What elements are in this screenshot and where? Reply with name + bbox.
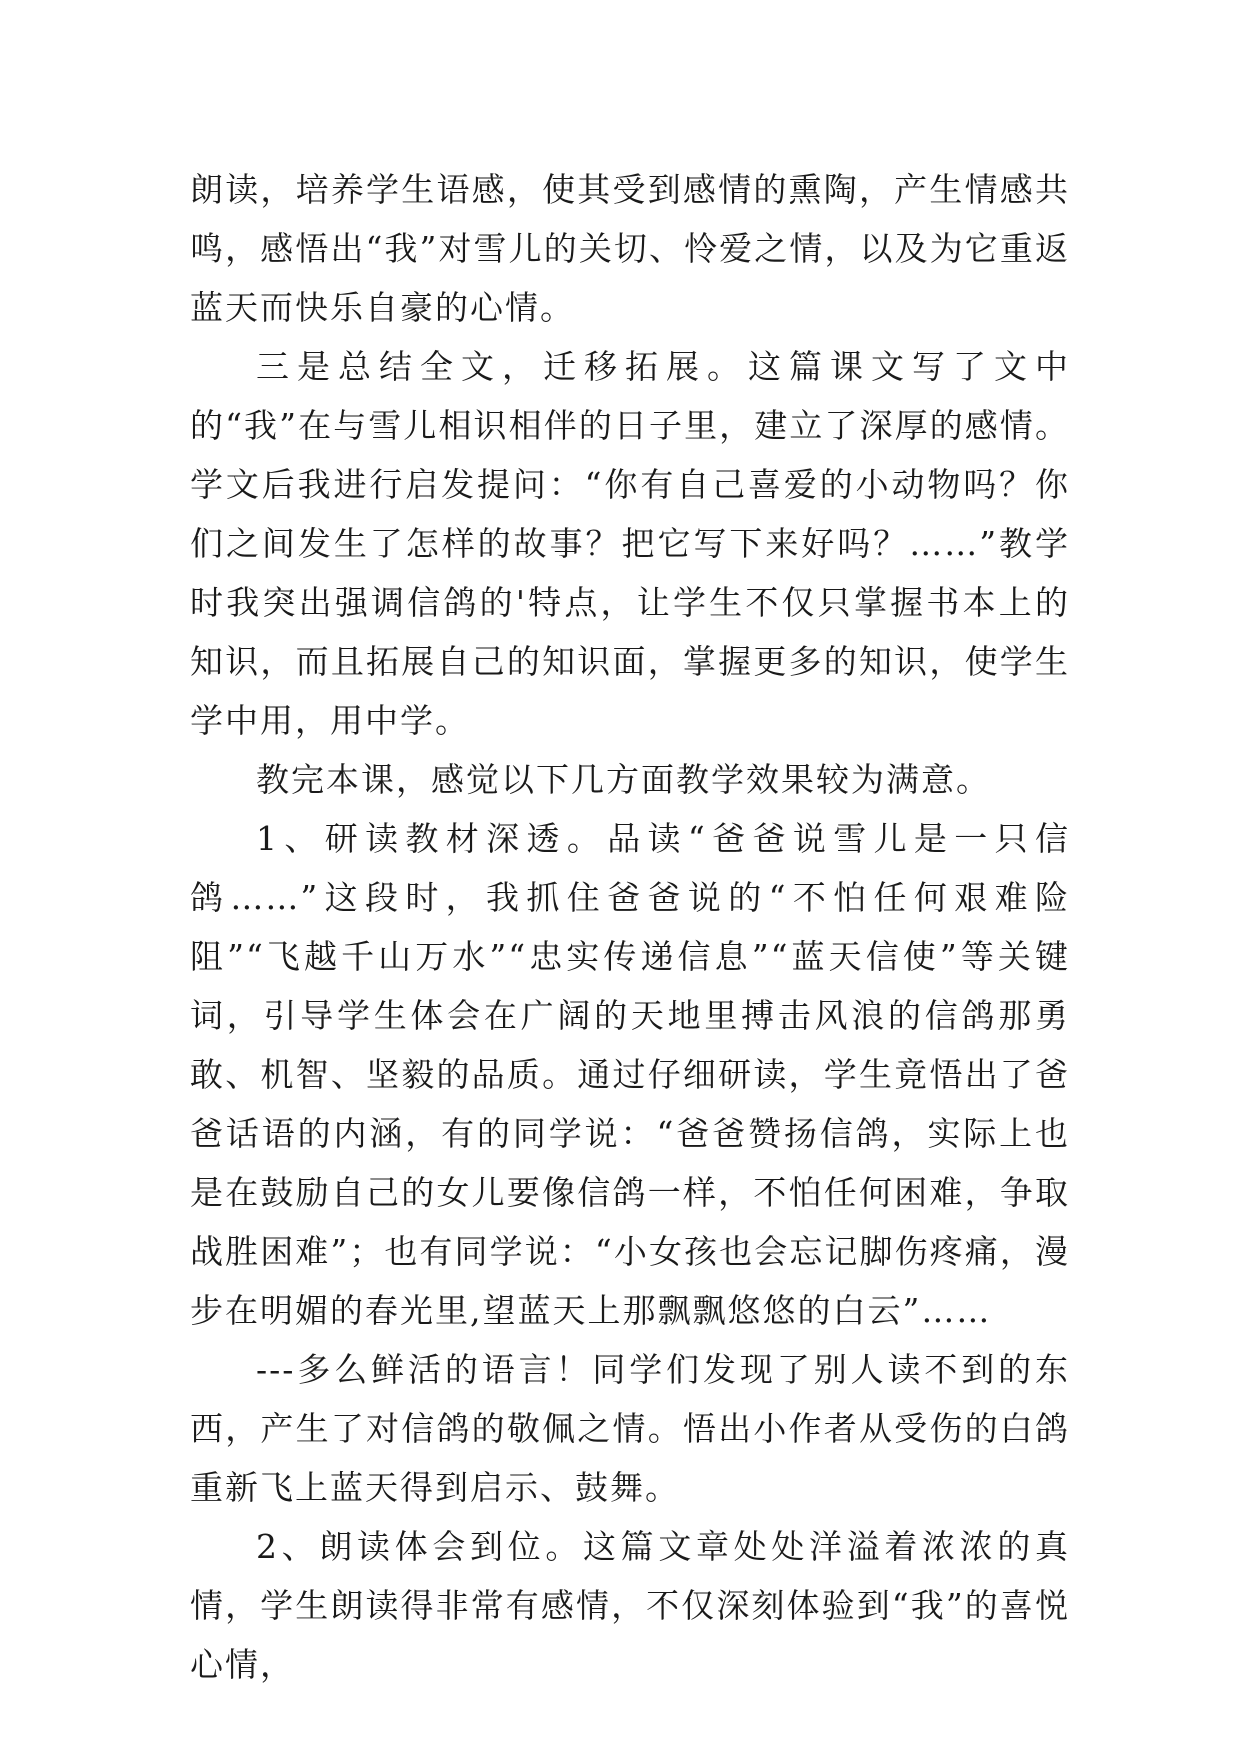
paragraph-1: 朗读，培养学生语感，使其受到感情的熏陶，产生情感共鸣，感悟出“我”对雪儿的关切、怜爱之情，以及为它重返蓝天而快乐自豪的心情。 [190, 170, 1070, 327]
document-body [190, 160, 1070, 1694]
paragraph-3: 教完本课，感觉以下几方面教学效果较为满意。 [256, 760, 991, 799]
paragraph-4: 1、研读教材深透。品读“爸爸说雪儿是一只信鸽……”这段时，我抓住爸爸说的“不怕任何艰难险阻”“飞越千山万水”“忠实传递信息”“蓝天信使”等关键词，引导学生体会在广阔的天地里搏击风浪的信鸽那勇敢、机智、坚毅的品质。通过仔细研读，学生竟悟出了爸爸话语的内涵，有的同学说：“爸爸赞扬信鸽，实际上也是在鼓励自己的女儿要像信鸽一样，不怕任何困难，争取战胜困难”；也有同学说：“小女孩也会忘记脚伤疼痛，漫步在明媚的春光里,望蓝天上那飘飘悠悠的白云”…… [190, 819, 1070, 1330]
paragraph-2: 三是总结全文，迁移拓展。这篇课文写了文中的“我”在与雪儿相识相伴的日子里，建立了深厚的感情。学文后我进行启发提问：“你有自己喜爱的小动物吗？你们之间发生了怎样的故事？把它写下来好吗？……”教学时我突出强调信鸽的'特点，让学生不仅只掌握书本上的知识，而且拓展自己的知识面，掌握更多的知识，使学生学中用，用中学。 [190, 347, 1070, 740]
paragraph-5: ---多么鲜活的语言！同学们发现了别人读不到的东西，产生了对信鸽的敬佩之情。悟出小作者从受伤的白鸽重新飞上蓝天得到启示、鼓舞。 [190, 1350, 1070, 1507]
paragraph-6: 2、朗读体会到位。这篇文章处处洋溢着浓浓的真情，学生朗读得非常有感情，不仅深刻体验到“我”的喜悦心情， [190, 1527, 1070, 1684]
